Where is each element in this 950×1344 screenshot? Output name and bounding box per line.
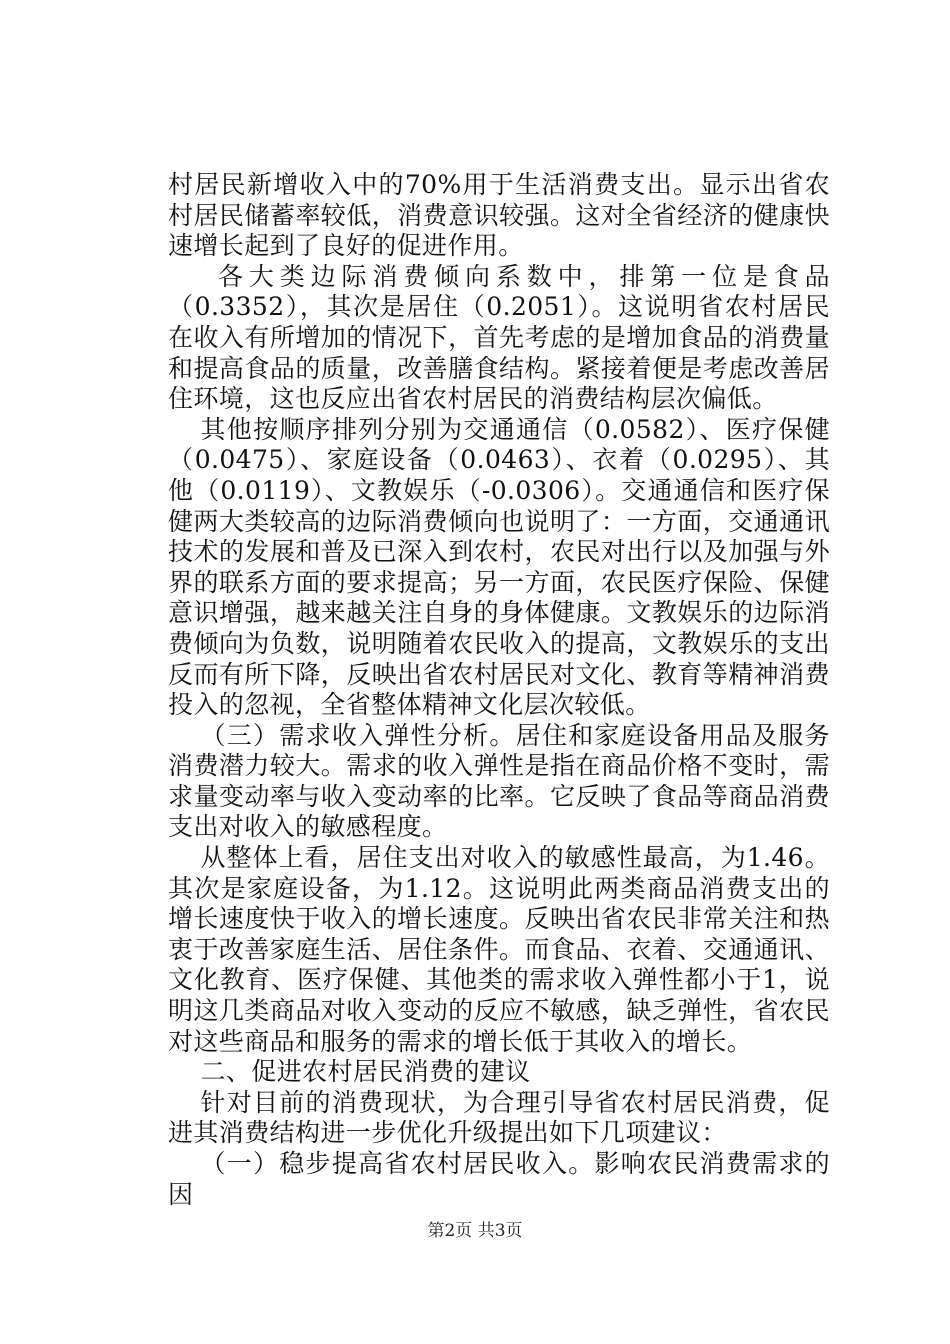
paragraph-1: 村居民新增收入中的70%用于生活消费支出。显示出省农村居民储蓄率较低，消费意识较强。这对全省经济的健康快速增长起到了良好的促进作用。: [168, 170, 830, 261]
paragraph-4: （三）需求收入弹性分析。居住和家庭设备用品及服务消费潜力较大。需求的收入弹性是指在商品价格不变时，需求量变动率与收入变动率的比率。它反映了食品等商品消费支出对收入的敏感程度。: [168, 720, 830, 842]
paragraph-5: 从整体上看，居住支出对收入的敏感性最高，为1.46。其次是家庭设备，为1.12。这说明此两类商品消费支出的增长速度快于收入的增长速度。反映出省农民非常关注和热衷于改善家庭生活、居住条件。而食品、衣着、交通通讯、文化教育、医疗保健、其他类的需求收入弹性都小于1，说明这几类商品对收入变动的反应不敏感，缺乏弹性，省农民对这些商品和服务的需求的增长低于其收入的增长。: [168, 843, 830, 1056]
paragraph-3: 其他按顺序排列分别为交通通信（0.0582）、医疗保健（0.0475）、家庭设备（0.0463）、衣着（0.0295）、其他（0.0119）、文教娱乐（-0.0306）。交通通信和医疗保健两大类较高的边际消费倾向也说明了：一方面，交通通讯技术的发展和普及已深入到农村，农民对出行以及加强与外界的联系方面的要求提高；另一方面，农民医疗保险、保健意识增强，越来越关注自身的身体健康。文教娱乐的边际消费倾向为负数，说明随着农民收入的提高，文教娱乐的支出反而有所下降，反映出省农村居民对文化、教育等精神消费投入的忽视，全省整体精神文化层次较低。: [168, 414, 830, 720]
section-heading: 二、促进农村居民消费的建议: [200, 1057, 531, 1087]
paragraph-2: 各大类边际消费倾向系数中，排第一位是食品（0.3352），其次是居住（0.2051）。这说明省农村居民在收入有所增加的情况下，首先考虑的是增加食品的消费量和提高食品的质量，改善膳食结构。紧接着便是考虑改善居住环境，这也反应出省农村居民的消费结构层次偏低。: [168, 261, 830, 414]
page-number-footer: 第2页 共3页: [427, 1221, 523, 1241]
document-body: [168, 170, 830, 1210]
paragraph-6: 针对目前的消费现状，为合理引导省农村居民消费，促进其消费结构进一步优化升级提出如下几项建议：: [168, 1087, 830, 1148]
paragraph-7: （一）稳步提高省农村居民收入。影响农民消费需求的因: [168, 1149, 830, 1209]
